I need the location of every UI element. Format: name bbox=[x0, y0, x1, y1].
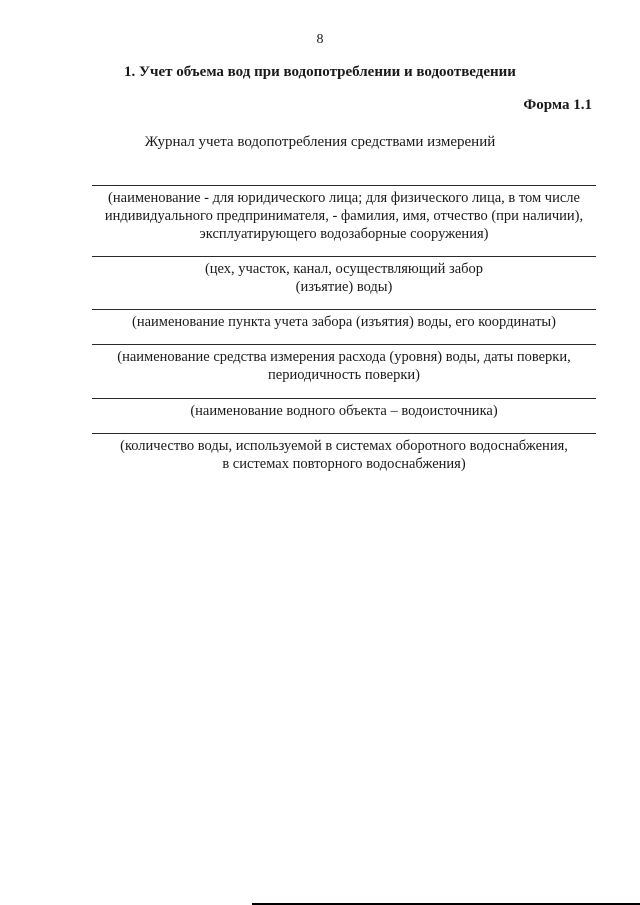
page-number: 8 bbox=[316, 32, 324, 47]
caption-line: (наименование пункта учета забора (изъятия) воды, его координаты) bbox=[132, 314, 556, 330]
blank-line bbox=[92, 309, 596, 310]
field-water-body bbox=[92, 398, 596, 420]
blank-line bbox=[92, 433, 596, 434]
field-organization bbox=[92, 185, 596, 243]
blank-line bbox=[92, 185, 596, 186]
blank-line bbox=[92, 344, 596, 345]
caption-line: (наименование средства измерения расхода (уровня) воды, даты поверки, bbox=[117, 349, 571, 365]
caption-line: (наименование - для юридического лица; для физического лица, в том числе bbox=[108, 190, 580, 206]
journal-title: Журнал учета водопотребления средствами измерений bbox=[144, 134, 496, 150]
blank-line bbox=[92, 398, 596, 399]
field-metering-point bbox=[92, 309, 596, 331]
field-caption bbox=[92, 348, 596, 384]
section-title: 1. Учет объема вод при водопотреблении и водоотведении bbox=[124, 64, 516, 80]
caption-line: индивидуального предпринимателя, - фамилия, имя, отчество (при наличии), bbox=[104, 208, 584, 224]
caption-line: в системах повторного водоснабжения) bbox=[222, 456, 466, 472]
caption-line: (наименование водного объекта – водоисточника) bbox=[190, 403, 498, 419]
caption-line: (количество воды, используемой в системах оборотного водоснабжения, bbox=[120, 438, 568, 454]
field-measuring-instrument bbox=[92, 344, 596, 384]
blank-line bbox=[92, 256, 596, 257]
caption-line: (цех, участок, канал, осуществляющий забор bbox=[204, 261, 484, 277]
field-caption bbox=[92, 189, 596, 243]
form-label: Форма 1.1 bbox=[523, 97, 592, 113]
field-caption bbox=[92, 313, 596, 331]
caption-line: периодичность поверки) bbox=[268, 367, 420, 383]
field-caption bbox=[92, 260, 596, 296]
field-workshop bbox=[92, 256, 596, 296]
field-caption bbox=[92, 437, 596, 473]
caption-line: (изъятие) воды) bbox=[295, 279, 393, 295]
caption-line: эксплуатирующего водозаборные сооружения) bbox=[199, 226, 489, 242]
field-caption bbox=[92, 402, 596, 420]
field-water-quantity bbox=[92, 433, 596, 473]
